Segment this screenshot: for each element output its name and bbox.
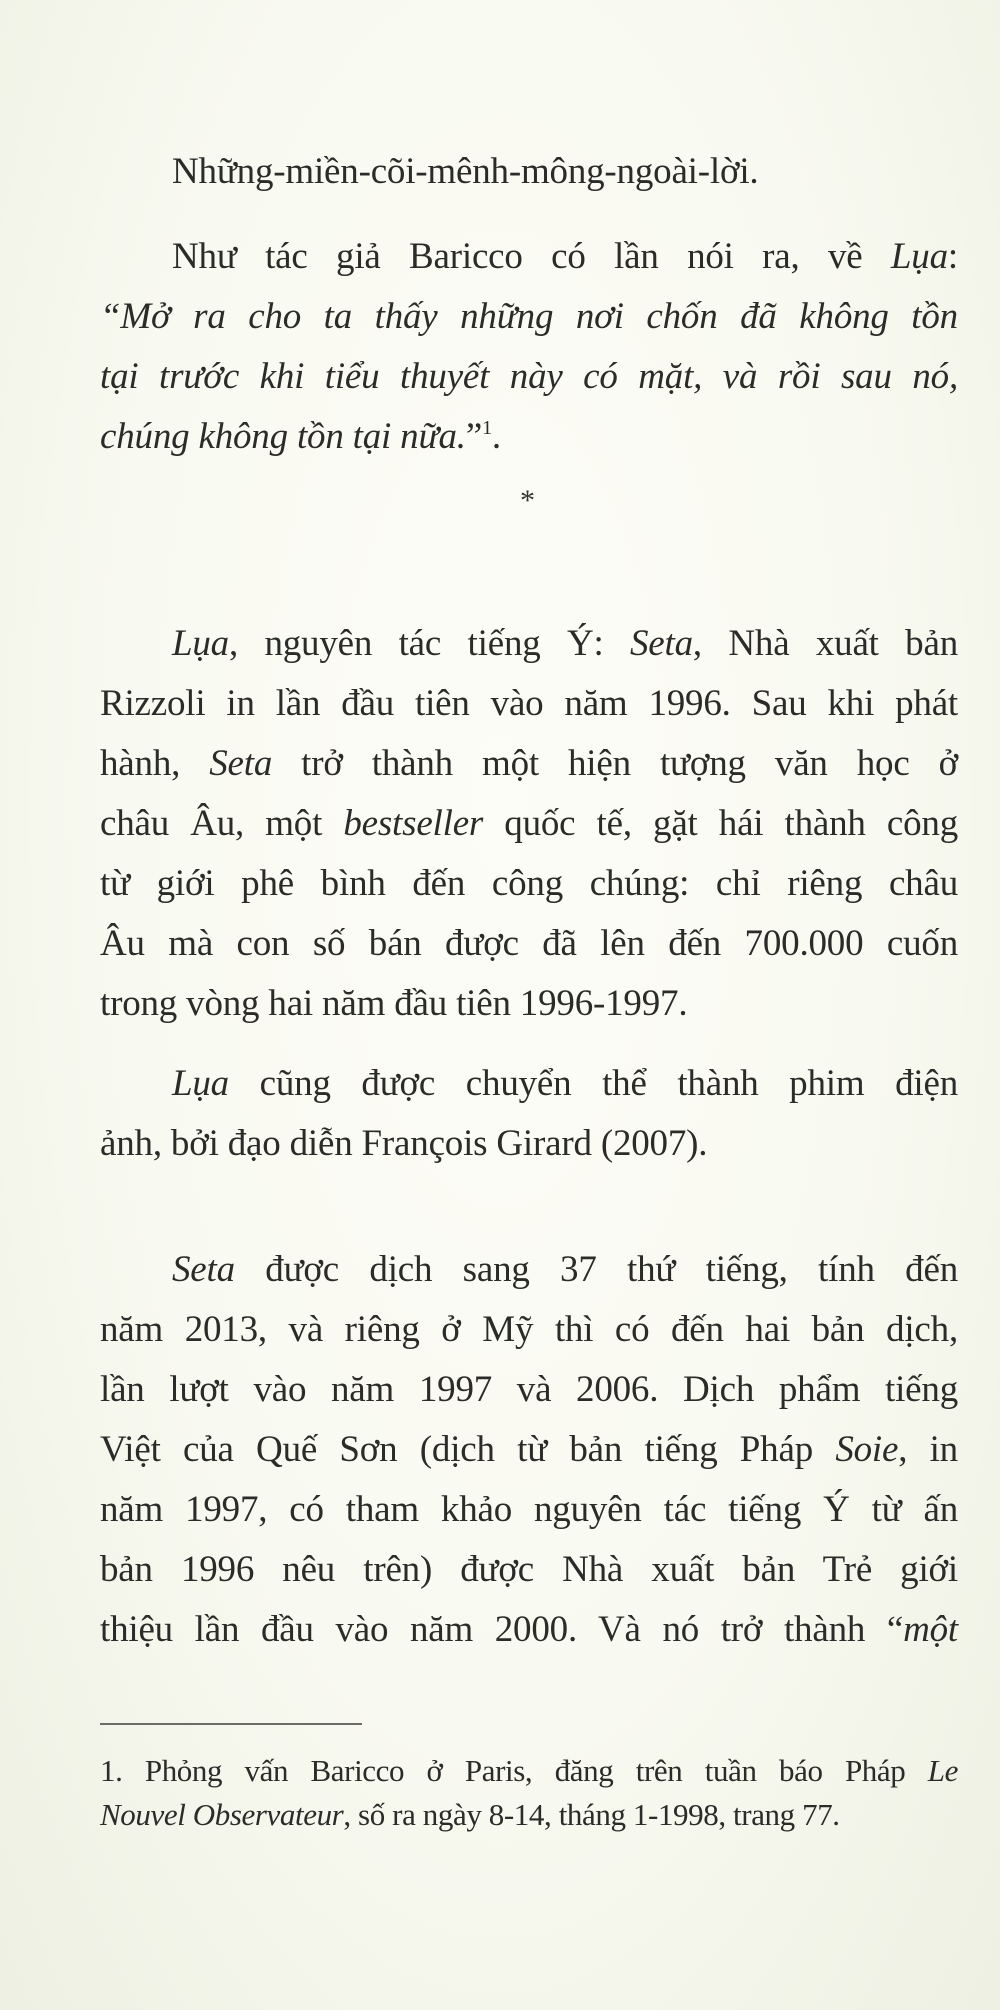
paragraph-line bbox=[100, 802, 958, 846]
book-title-italic: Soie bbox=[835, 1429, 899, 1470]
text-run: cũng được chuyển thể thành phim điện bbox=[228, 1063, 958, 1104]
paragraph-line bbox=[100, 1608, 958, 1652]
paragraph-line bbox=[100, 1122, 958, 1166]
emphasis-italic: bestseller bbox=[343, 803, 484, 844]
text-run: : bbox=[947, 236, 958, 277]
footnote-separator-rule bbox=[100, 1723, 362, 1725]
text-run: Như tác giả Baricco có lần nói ra, về bbox=[172, 236, 891, 277]
paragraph-line bbox=[100, 1428, 958, 1472]
paragraph-line bbox=[172, 150, 958, 194]
text-run: năm 1997, có tham khảo nguyên tác tiếng Ý từ ấn bbox=[100, 1489, 958, 1530]
paragraph-line bbox=[100, 1368, 958, 1412]
book-title-italic: Seta bbox=[209, 743, 273, 784]
paragraph-line bbox=[100, 742, 958, 786]
book-title-italic: Lụa bbox=[172, 623, 229, 664]
paragraph-line bbox=[100, 922, 958, 966]
text-run: bản 1996 nêu trên) được Nhà xuất bản Trẻ giới bbox=[100, 1549, 958, 1590]
text-run: Những-miền-cõi-mênh-mông-ngoài-lời. bbox=[172, 151, 759, 192]
paragraph-line bbox=[100, 862, 958, 906]
paragraph-line bbox=[172, 235, 958, 279]
paragraph-line bbox=[172, 622, 958, 666]
paragraph-line bbox=[172, 1062, 958, 1106]
section-separator-asterisk: * bbox=[520, 484, 535, 517]
publication-title-italic: Le bbox=[927, 1753, 958, 1788]
footnote-reference: 1 bbox=[482, 417, 492, 439]
text-run: . bbox=[491, 416, 501, 457]
text-run: hành, bbox=[100, 743, 210, 784]
footnote-text: , số ra ngày 8-14, tháng 1-1998, trang 77. bbox=[343, 1797, 840, 1832]
quote-line bbox=[100, 415, 958, 459]
paragraph-line bbox=[100, 1308, 958, 1352]
quote-text: tại trước khi tiểu thuyết này có mặt, và rồi sau nó, bbox=[100, 356, 958, 397]
footnote-line bbox=[100, 1796, 958, 1834]
footnote-line bbox=[100, 1752, 958, 1790]
book-title-italic: Lụa bbox=[890, 236, 948, 277]
book-title-italic: Seta bbox=[630, 623, 693, 664]
text-run: Rizzoli in lần đầu tiên vào năm 1996. Sau khi phát bbox=[100, 683, 958, 724]
text-run: châu Âu, một bbox=[100, 803, 344, 844]
text-run: năm 2013, và riêng ở Mỹ thì có đến hai bản dịch, bbox=[100, 1309, 958, 1350]
quote-text: một bbox=[903, 1609, 958, 1650]
footnote-text: 1. Phỏng vấn Baricco ở Paris, đăng trên tuần báo Pháp bbox=[100, 1753, 928, 1788]
text-run: ” bbox=[465, 416, 483, 457]
paragraph-line bbox=[100, 682, 958, 726]
book-title-italic: Lụa bbox=[172, 1063, 229, 1104]
text-run: quốc tế, gặt hái thành công bbox=[483, 803, 958, 844]
paragraph-line bbox=[100, 1548, 958, 1592]
text-run: Việt của Quế Sơn (dịch từ bản tiếng Pháp bbox=[100, 1429, 836, 1470]
quote-text: chúng không tồn tại nữa. bbox=[100, 416, 466, 457]
text-run: lần lượt vào năm 1997 và 2006. Dịch phẩm tiếng bbox=[100, 1369, 958, 1410]
text-run: thiệu lần đầu vào năm 2000. Và nó trở thành “ bbox=[100, 1609, 904, 1650]
text-run: , nguyên tác tiếng Ý: bbox=[228, 623, 630, 664]
text-run: Âu mà con số bán được đã lên đến 700.000 cuốn bbox=[100, 923, 958, 964]
publication-title-italic: Nouvel Observateur bbox=[100, 1797, 344, 1832]
quote-text: “Mở ra cho ta thấy những nơi chốn đã không tồn bbox=[100, 296, 958, 337]
text-run: , Nhà xuất bản bbox=[692, 623, 958, 664]
quote-line bbox=[100, 355, 958, 399]
paragraph-line bbox=[100, 982, 958, 1026]
paragraph-line bbox=[172, 1248, 958, 1292]
text-run: ảnh, bởi đạo diễn François Girard (2007). bbox=[100, 1123, 708, 1164]
quote-line bbox=[100, 295, 958, 339]
book-title-italic: Seta bbox=[172, 1249, 235, 1290]
text-run: từ giới phê bình đến công chúng: chỉ riêng châu bbox=[100, 863, 958, 904]
text-run: trở thành một hiện tượng văn học ở bbox=[272, 743, 958, 784]
text-run: được dịch sang 37 thứ tiếng, tính đến bbox=[234, 1249, 958, 1290]
text-run: , in bbox=[898, 1429, 958, 1470]
paragraph-line bbox=[100, 1488, 958, 1532]
text-run: trong vòng hai năm đầu tiên 1996-1997. bbox=[100, 983, 688, 1024]
